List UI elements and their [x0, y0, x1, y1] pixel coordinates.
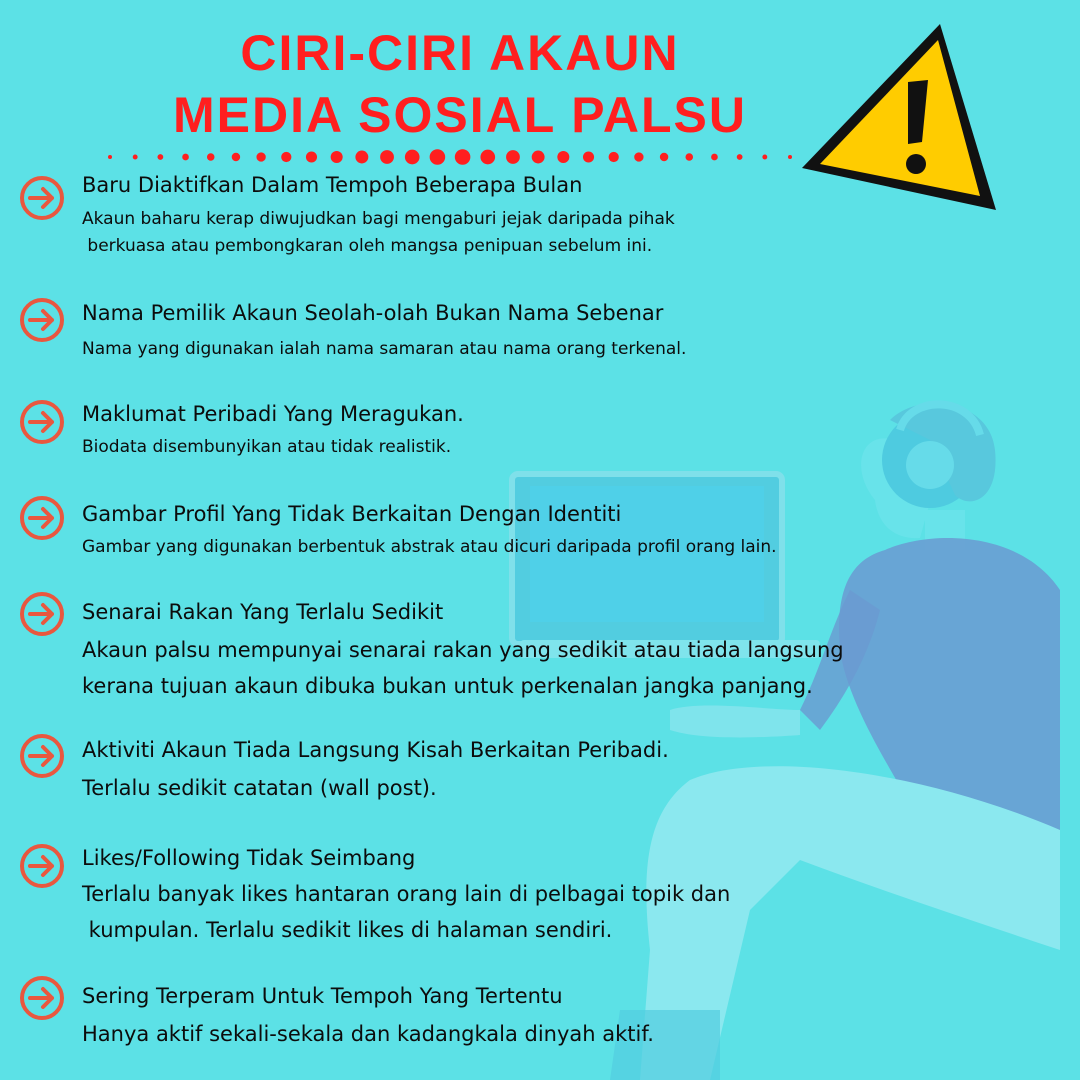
- item-description: Akaun baharu kerap diwujudkan bagi mengaburi jejak daripada pihak berkuasa atau pembongkaran oleh mangsa penipuan sebelum ini.: [82, 209, 675, 256]
- arrow-right-circle-icon: [18, 842, 66, 890]
- item-title: Baru Diaktifkan Dalam Tempoh Beberapa Bulan: [82, 173, 583, 197]
- title-line-2: MEDIA SOSIAL PALSU: [172, 87, 747, 143]
- divider-dot: [557, 151, 569, 163]
- arrow-right-circle-icon: [18, 174, 66, 222]
- item-title: Aktiviti Akaun Tiada Langsung Kisah Berkaitan Peribadi.: [82, 738, 669, 762]
- divider-dot: [232, 153, 240, 161]
- divider-dot: [306, 151, 317, 162]
- divider-dot: [634, 152, 643, 161]
- arrow-right-circle-icon: [18, 974, 66, 1022]
- divider-dot: [331, 151, 343, 163]
- divider-dot: [355, 151, 368, 164]
- item-title: Sering Terperam Untuk Tempoh Yang Tertentu: [82, 984, 563, 1008]
- divider-dot: [380, 150, 394, 164]
- divider-dot: [532, 151, 545, 164]
- item-description: Terlalu banyak likes hantaran orang lain di pelbagai topik dan kumpulan. Terlalu sedikit likes di halaman sendiri.: [82, 882, 731, 942]
- divider-dot: [480, 150, 495, 165]
- divider-dot: [506, 150, 520, 164]
- item-description: Hanya aktif sekali-sekala dan kadangkala dinyah aktif.: [82, 1022, 654, 1046]
- divider-dot: [660, 153, 668, 161]
- arrow-right-circle-icon: [18, 494, 66, 542]
- divider-dot: [737, 154, 743, 160]
- arrow-right-circle-icon: [18, 296, 66, 344]
- divider-dot: [583, 151, 594, 162]
- title-line-1: CIRI-CIRI AKAUN: [240, 25, 680, 81]
- item-title: Maklumat Peribadi Yang Meragukan.: [82, 402, 464, 426]
- item-description: Biodata disembunyikan atau tidak realistik.: [82, 437, 452, 457]
- item-title: Gambar Profil Yang Tidak Berkaitan Dengan Identiti: [82, 502, 622, 526]
- divider-dot: [430, 149, 446, 165]
- warning-triangle-icon: [790, 18, 1002, 218]
- divider-dot: [711, 154, 718, 161]
- divider-dot: [133, 155, 138, 160]
- dotted-divider: [100, 145, 800, 169]
- arrow-right-circle-icon: [18, 732, 66, 780]
- arrow-right-circle-icon: [18, 590, 66, 638]
- item-title: Senarai Rakan Yang Terlalu Sedikit: [82, 600, 444, 624]
- divider-dot: [405, 150, 420, 165]
- item-description: Akaun palsu mempunyai senarai rakan yang sedikit atau tiada langsung kerana tujuan akaun dibuka bukan untuk perkenalan jangka panjang.: [82, 638, 844, 698]
- divider-dot: [157, 154, 163, 160]
- divider-dot: [207, 153, 215, 161]
- divider-dot: [455, 149, 471, 165]
- divider-dot: [685, 153, 693, 161]
- item-title: Nama Pemilik Akaun Seolah-olah Bukan Nama Sebenar: [82, 301, 664, 325]
- item-description: Gambar yang digunakan berbentuk abstrak atau dicuri daripada profil orang lain.: [82, 537, 777, 557]
- item-description: Terlalu sedikit catatan (wall post).: [82, 776, 437, 800]
- divider-dot: [609, 152, 619, 162]
- divider-dot: [256, 152, 265, 161]
- divider-dot: [762, 155, 767, 160]
- person-with-laptop-illustration: [500, 390, 1080, 1080]
- arrow-right-circle-icon: [18, 398, 66, 446]
- item-description: Nama yang digunakan ialah nama samaran atau nama orang terkenal.: [82, 339, 687, 359]
- divider-dot: [182, 154, 189, 161]
- divider-dot: [281, 152, 291, 162]
- divider-dot: [108, 155, 112, 159]
- item-title: Likes/Following Tidak Seimbang: [82, 846, 416, 870]
